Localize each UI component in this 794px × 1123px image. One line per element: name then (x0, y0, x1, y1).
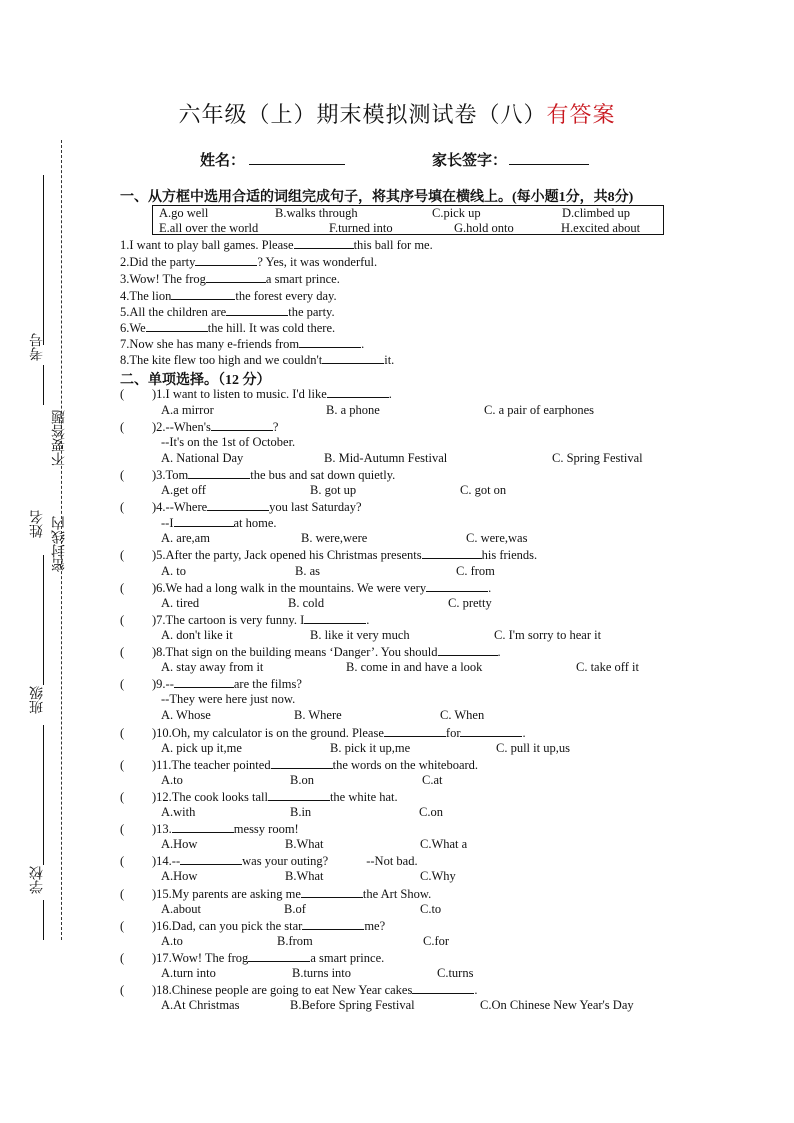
answer-paren[interactable]: ( (120, 468, 125, 482)
q4-reply: --I at home. (161, 516, 277, 530)
answer-blank[interactable] (302, 918, 364, 930)
q5-option-a: A. to (161, 564, 186, 578)
question-17: ( )17.Wow! The frog a smart prince. (120, 951, 385, 965)
q9-reply: --They were here just now. (161, 692, 296, 706)
answer-tag: 有答案 (546, 102, 616, 127)
option-f: F.turned into (329, 221, 393, 235)
fill-item-5: 5.All the children are the party. (120, 305, 335, 319)
question-6: ( )6.We had a long walk in the mountains. We were very . (120, 581, 492, 595)
q18-option-a: A.At Christmas (161, 998, 240, 1012)
option-c: C.pick up (432, 206, 481, 220)
name-side-label: 姓名 (30, 510, 45, 538)
question-2: ( )2.--When's ? (120, 420, 279, 434)
answer-blank[interactable] (271, 757, 333, 769)
q1-option-b: B. a phone (326, 403, 380, 417)
q10-option-c: C. pull it up,us (496, 741, 570, 755)
answer-blank[interactable] (322, 352, 384, 364)
seal-label: 密封线内 (52, 516, 67, 572)
answer-blank[interactable] (207, 499, 269, 511)
title-main: 六年级（上）期末模拟测试卷（八） (178, 102, 547, 127)
question-14: ( )14.-- was your outing? --Not bad. (120, 854, 418, 868)
section1-heading: 一、从方框中选用合适的词组完成句子，将其序号填在横线上。(每小题1分，共8分) (120, 190, 634, 205)
q3-option-b: B. got up (310, 483, 357, 497)
q2-reply: --It's on the 1st of October. (161, 435, 296, 449)
q4-option-c: C. were,was (466, 531, 528, 545)
fill-item-7: 7.Now she has many e-friends from . (120, 337, 365, 351)
q15-option-b: B.of (284, 902, 306, 916)
q4-option-b: B. were,were (301, 531, 368, 545)
q1-option-a: A.a mirror (161, 403, 214, 417)
question-4: ( )4.--Where you last Saturday? (120, 500, 362, 514)
answer-paren[interactable]: ( (120, 420, 125, 434)
q13-option-c: C.What a (420, 837, 468, 851)
q8-option-a: A. stay away from it (161, 660, 264, 674)
name-blank[interactable] (249, 149, 345, 165)
word-option-box (152, 205, 664, 235)
q12-option-b: B.in (290, 805, 312, 819)
q18-option-b: B.Before Spring Festival (290, 998, 415, 1012)
answer-paren[interactable]: ( (120, 387, 125, 401)
question-16: ( )16.Dad, can you pick the star me? (120, 919, 386, 933)
answer-blank[interactable] (426, 580, 488, 592)
answer-paren[interactable]: ( (120, 726, 125, 740)
answer-blank[interactable] (422, 547, 482, 559)
option-b: B.walks through (275, 206, 358, 220)
answer-paren[interactable]: ( (120, 919, 125, 933)
answer-blank[interactable] (171, 288, 235, 300)
name-field[interactable] (200, 149, 345, 170)
q5-option-b: B. as (295, 564, 320, 578)
answer-blank[interactable] (174, 676, 234, 688)
fill-item-4: 4.The lion the forest every day. (120, 289, 337, 303)
answer-blank[interactable] (180, 853, 242, 865)
no-answer-label: 不要答题 (52, 410, 67, 466)
name-label: 姓名： (200, 153, 246, 169)
gap-line-1 (43, 365, 44, 405)
option-h: H.excited about (561, 221, 641, 235)
parent-sign-label: 家长签字： (432, 153, 508, 169)
question-9: ( )9.-- are the films? (120, 677, 302, 691)
question-13: ( )13. messy room! (120, 822, 299, 836)
q7-option-c: C. I'm sorry to hear it (494, 628, 602, 642)
answer-blank[interactable] (268, 789, 330, 801)
q14-option-a: A.How (161, 869, 198, 883)
q12-option-c: C.on (419, 805, 443, 819)
question-18: ( )18.Chinese people are going to eat New Year cakes . (120, 983, 478, 997)
q13-option-a: A.How (161, 837, 198, 851)
exam-no-label: 考号 (30, 333, 45, 361)
parent-sign-field[interactable] (432, 149, 589, 170)
exam-no-line (43, 175, 44, 345)
q16-option-a: A.to (161, 934, 183, 948)
q18-option-c: C.On Chinese New Year's Day (480, 998, 634, 1012)
answer-blank[interactable] (195, 254, 257, 266)
q12-option-a: A.with (161, 805, 196, 819)
q9-option-b: B. Where (294, 708, 342, 722)
q14-option-c: C.Why (420, 869, 456, 883)
class-line (43, 725, 44, 865)
q13-option-b: B.What (285, 837, 324, 851)
class-label: 班级 (30, 686, 45, 714)
q16-option-b: B.from (277, 934, 313, 948)
q3-option-a: A.get off (161, 483, 206, 497)
answer-blank[interactable] (211, 419, 273, 431)
answer-paren[interactable]: ( (120, 548, 125, 562)
option-g: G.hold onto (454, 221, 514, 235)
q4-option-a: A. are,am (161, 531, 210, 545)
q16-option-c: C.for (423, 934, 450, 948)
answer-paren[interactable]: ( (120, 677, 125, 691)
option-a: A.go well (159, 206, 209, 220)
parent-sign-blank[interactable] (509, 149, 589, 165)
q14-option-b: B.What (285, 869, 324, 883)
question-10: ( )10.Oh, my calculator is on the ground. Please for . (120, 726, 526, 740)
fill-item-6: 6.We the hill. It was cold there. (120, 321, 336, 335)
question-3: ( )3.Tom the bus and sat down quietly. (120, 468, 396, 482)
answer-paren[interactable]: ( (120, 613, 125, 627)
q8-option-b: B. come in and have a look (346, 660, 483, 674)
q6-option-b: B. cold (288, 596, 325, 610)
q17-option-b: B.turns into (292, 966, 352, 980)
school-line (43, 900, 44, 940)
answer-blank[interactable] (438, 644, 498, 656)
q17-option-c: C.turns (437, 966, 474, 980)
q2-option-b: B. Mid-Autumn Festival (324, 451, 448, 465)
q15-option-a: A.about (161, 902, 201, 916)
q9-option-a: A. Whose (161, 708, 211, 722)
question-15: ( )15.My parents are asking me the Art Show. (120, 887, 432, 901)
answer-paren[interactable]: ( (120, 887, 125, 901)
answer-blank[interactable] (146, 320, 208, 332)
q11-option-a: A.to (161, 773, 183, 787)
q2-option-c: C. Spring Festival (552, 451, 643, 465)
q17-option-a: A.turn into (161, 966, 216, 980)
q6-option-a: A. tired (161, 596, 200, 610)
fill-item-8: 8.The kite flew too high and we couldn't it. (120, 353, 395, 367)
option-e: E.all over the world (159, 221, 259, 235)
question-1: ( )1.I want to listen to music. I'd like . (120, 387, 392, 401)
answer-paren[interactable]: ( (120, 983, 125, 997)
name-line (43, 555, 44, 685)
answer-paren[interactable]: ( (120, 758, 125, 772)
fill-item-1: 1.I want to play ball games. Please this ball for me. (120, 238, 433, 252)
answer-blank[interactable] (226, 304, 288, 316)
answer-blank[interactable] (327, 386, 389, 398)
q11-option-b: B.on (290, 773, 314, 787)
q2-option-a: A. National Day (161, 451, 244, 465)
q6-option-c: C. pretty (448, 596, 492, 610)
fill-item-3: 3.Wow! The frog a smart prince. (120, 272, 340, 286)
fill-item-2: 2.Did the party ? Yes, it was wonderful. (120, 255, 378, 269)
answer-blank[interactable] (188, 467, 250, 479)
question-7: ( )7.The cartoon is very funny. I . (120, 613, 370, 627)
question-8: ( )8.That sign on the building means ‘Danger’. You should . (120, 645, 501, 659)
school-label: 学校 (30, 866, 45, 894)
answer-paren[interactable]: ( (120, 645, 125, 659)
q8-option-c: C. take off it (576, 660, 639, 674)
answer-blank[interactable] (172, 821, 234, 833)
q1-option-c: C. a pair of earphones (484, 403, 595, 417)
q15-option-c: C.to (420, 902, 442, 916)
q11-option-c: C.at (422, 773, 443, 787)
q10-option-b: B. pick it up,me (330, 741, 411, 755)
answer-blank[interactable] (299, 336, 361, 348)
answer-paren[interactable]: ( (120, 951, 125, 965)
section2-heading: 二、单项选择。（12 分） (120, 373, 271, 388)
answer-blank[interactable] (174, 515, 234, 527)
answer-blank[interactable] (304, 612, 366, 624)
answer-paren[interactable]: ( (120, 790, 125, 804)
answer-blank[interactable] (248, 950, 310, 962)
answer-blank[interactable] (301, 886, 363, 898)
q10-option-a: A. pick up it,me (161, 741, 242, 755)
question-5: ( )5.After the party, Jack opened his Christmas presents his friends. (120, 548, 538, 562)
answer-blank[interactable] (294, 237, 354, 249)
question-11: ( )11.The teacher pointed the words on the whiteboard. (120, 758, 479, 772)
question-12: ( )12.The cook looks tall the white hat. (120, 790, 398, 804)
answer-blank[interactable] (206, 271, 266, 283)
answer-blank[interactable] (412, 982, 474, 994)
answer-paren[interactable]: ( (120, 822, 125, 836)
answer-blank[interactable] (384, 725, 446, 737)
q5-option-c: C. from (456, 564, 495, 578)
q7-option-a: A. don't like it (161, 628, 233, 642)
option-d: D.climbed up (562, 206, 631, 220)
answer-paren[interactable]: ( (120, 500, 125, 514)
q3-option-c: C. got on (460, 483, 507, 497)
q9-option-c: C. When (440, 708, 485, 722)
answer-paren[interactable]: ( (120, 581, 125, 595)
page-title (0, 98, 794, 129)
answer-paren[interactable]: ( (120, 854, 125, 868)
answer-blank[interactable] (460, 725, 522, 737)
q7-option-b: B. like it very much (310, 628, 410, 642)
